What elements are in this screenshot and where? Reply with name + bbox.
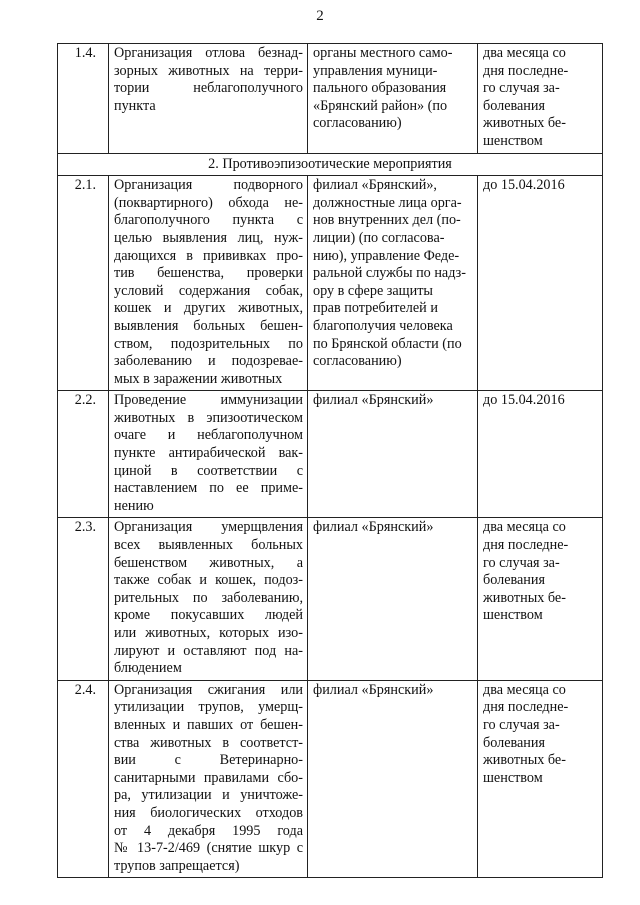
- cell-line: согласованию): [313, 115, 402, 132]
- cell-line: также собак и кошек, подоз-: [114, 572, 303, 589]
- executor-cell: [308, 176, 478, 391]
- task-cell: [109, 44, 308, 154]
- cell-line: циной в соответствии с: [114, 462, 303, 479]
- cell-line: «Брянский район» (по: [313, 97, 448, 114]
- cell-line: (поквартирного) обхода не-: [114, 194, 303, 211]
- task-cell: [109, 680, 308, 878]
- cell-line: шенством: [483, 607, 543, 624]
- cell-line: управления муници-: [313, 62, 438, 79]
- cell-line: зорных животных на терри-: [114, 62, 303, 79]
- cell-line: Проведение иммунизации: [114, 392, 303, 409]
- cell-line: пункта: [114, 97, 156, 114]
- cell-line: по Брянской области (по: [313, 335, 462, 352]
- cell-line: или животных, которых изо-: [114, 625, 303, 641]
- task-cell: [109, 518, 308, 680]
- item-number: 2.3.: [58, 518, 109, 680]
- cell-line: го случая за-: [483, 80, 560, 97]
- cell-line: санитарными правилами сбо-: [114, 769, 303, 786]
- cell-line: го случая за-: [483, 716, 560, 733]
- item-number: 2.1.: [58, 176, 109, 391]
- cell-line: вии с Ветеринарно-: [114, 752, 303, 769]
- cell-line: болевания: [483, 734, 546, 751]
- cell-line: тории неблагополучного: [114, 80, 303, 97]
- cell-line: № 13-7-2/469 (снятие шкур с: [114, 840, 303, 857]
- cell-line: нов внутренних дел (по-: [313, 212, 461, 229]
- executor-cell: [308, 518, 478, 680]
- cell-line: благополучия человека: [313, 317, 453, 334]
- table-row: [58, 518, 603, 680]
- cell-line: ния биологических отходов: [114, 804, 303, 821]
- cell-line: Организация подворного: [114, 177, 303, 194]
- cell-line: ства животных в соответст-: [114, 734, 303, 751]
- cell-line: бешенством животных, а: [114, 554, 303, 571]
- cell-line: до 15.04.2016: [483, 392, 565, 409]
- cell-line: от 4 декабря 1995 года: [114, 822, 303, 839]
- term-cell: [478, 518, 603, 680]
- cell-line: целью выявления лиц, нуж-: [114, 229, 303, 246]
- cell-line: ральной службы по надз-: [313, 265, 466, 282]
- cell-line: пункте антирабической вак-: [114, 445, 303, 462]
- table-row: [58, 44, 603, 154]
- cell-line: мых в заражении животных: [114, 370, 283, 387]
- cell-line: Организация умерщвления: [114, 519, 303, 536]
- cell-line: нению: [114, 497, 154, 514]
- cell-line: Организация отлова безнад-: [114, 45, 303, 61]
- item-number: 2.4.: [58, 680, 109, 878]
- cell-line: должностные лица орга-: [313, 194, 462, 211]
- cell-line: прав потребителей и: [313, 300, 438, 317]
- cell-line: болевания: [483, 572, 546, 589]
- page-number: 2: [316, 8, 324, 24]
- cell-line: ору в сфере защиты: [313, 282, 433, 299]
- cell-line: два месяца со: [483, 681, 566, 698]
- cell-line: Организация сжигания или: [114, 681, 303, 698]
- cell-line: ра, утилизации и уничтоже-: [114, 787, 303, 804]
- task-cell: [109, 391, 308, 518]
- cell-line: рительных по заболеванию,: [114, 589, 303, 606]
- cell-line: дня последне-: [483, 62, 569, 79]
- cell-line: дающихся в прививках про-: [114, 247, 303, 264]
- cell-line: лиции) (по согласова-: [313, 229, 445, 246]
- cell-line: ством, подозрительных по: [114, 335, 303, 352]
- term-cell: [478, 391, 603, 518]
- term-cell: [478, 44, 603, 154]
- section-row: [58, 153, 603, 176]
- cell-line: филиал «Брянский»: [313, 681, 434, 698]
- table-row: [58, 176, 603, 391]
- executor-cell: [308, 44, 478, 154]
- cell-line: животных в эпизоотическом: [114, 409, 303, 426]
- cell-line: наставлением по ее приме-: [114, 480, 303, 497]
- cell-line: два месяца со: [483, 45, 566, 61]
- table-row: [58, 391, 603, 518]
- cell-line: дня последне-: [483, 537, 569, 554]
- cell-line: до 15.04.2016: [483, 177, 565, 194]
- cell-line: кроме покусавших людей: [114, 607, 303, 624]
- cell-line: блюдением: [114, 660, 182, 677]
- term-cell: [478, 680, 603, 878]
- task-cell: [109, 176, 308, 391]
- cell-line: нию), управление Феде-: [313, 247, 460, 264]
- cell-line: вленных и павших от бешен-: [114, 716, 303, 733]
- cell-line: кошек и других животных,: [114, 300, 303, 317]
- cell-line: два месяца со: [483, 519, 566, 536]
- cell-line: очаге и неблагополучном: [114, 427, 303, 444]
- cell-line: тив бешенства, проверки: [114, 265, 303, 282]
- cell-line: органы местного само-: [313, 45, 453, 61]
- cell-line: животных бе-: [483, 115, 566, 132]
- table-row: [58, 680, 603, 878]
- measures-table: [57, 43, 603, 878]
- cell-line: утилизации трупов, умерщ-: [114, 699, 303, 716]
- term-cell: [478, 176, 603, 391]
- executor-cell: [308, 680, 478, 878]
- cell-line: благополучного пункта с: [114, 212, 303, 229]
- cell-line: шенством: [483, 132, 543, 149]
- cell-line: дня последне-: [483, 699, 569, 716]
- cell-line: согласованию): [313, 353, 402, 370]
- cell-line: лируют и оставляют под на-: [114, 642, 303, 659]
- cell-line: трупов запрещается): [114, 857, 240, 874]
- cell-line: заболеванию и подозревае-: [114, 353, 303, 370]
- cell-line: выявления больных бешен-: [114, 317, 303, 334]
- cell-line: болевания: [483, 97, 546, 114]
- cell-line: условий содержания собак,: [114, 282, 303, 299]
- cell-line: всех выявленных больных: [114, 537, 303, 554]
- cell-line: пального образования: [313, 80, 447, 97]
- executor-cell: [308, 391, 478, 518]
- cell-line: филиал «Брянский»: [313, 392, 434, 409]
- cell-line: животных бе-: [483, 752, 566, 769]
- item-number: 1.4.: [58, 44, 109, 154]
- cell-line: филиал «Брянский»: [313, 519, 434, 536]
- cell-line: филиал «Брянский»,: [313, 177, 437, 194]
- cell-line: животных бе-: [483, 589, 566, 606]
- cell-line: го случая за-: [483, 554, 560, 571]
- cell-line: шенством: [483, 769, 543, 786]
- section-title: 2. Противоэпизоотические мероприятия: [58, 153, 603, 176]
- item-number: 2.2.: [58, 391, 109, 518]
